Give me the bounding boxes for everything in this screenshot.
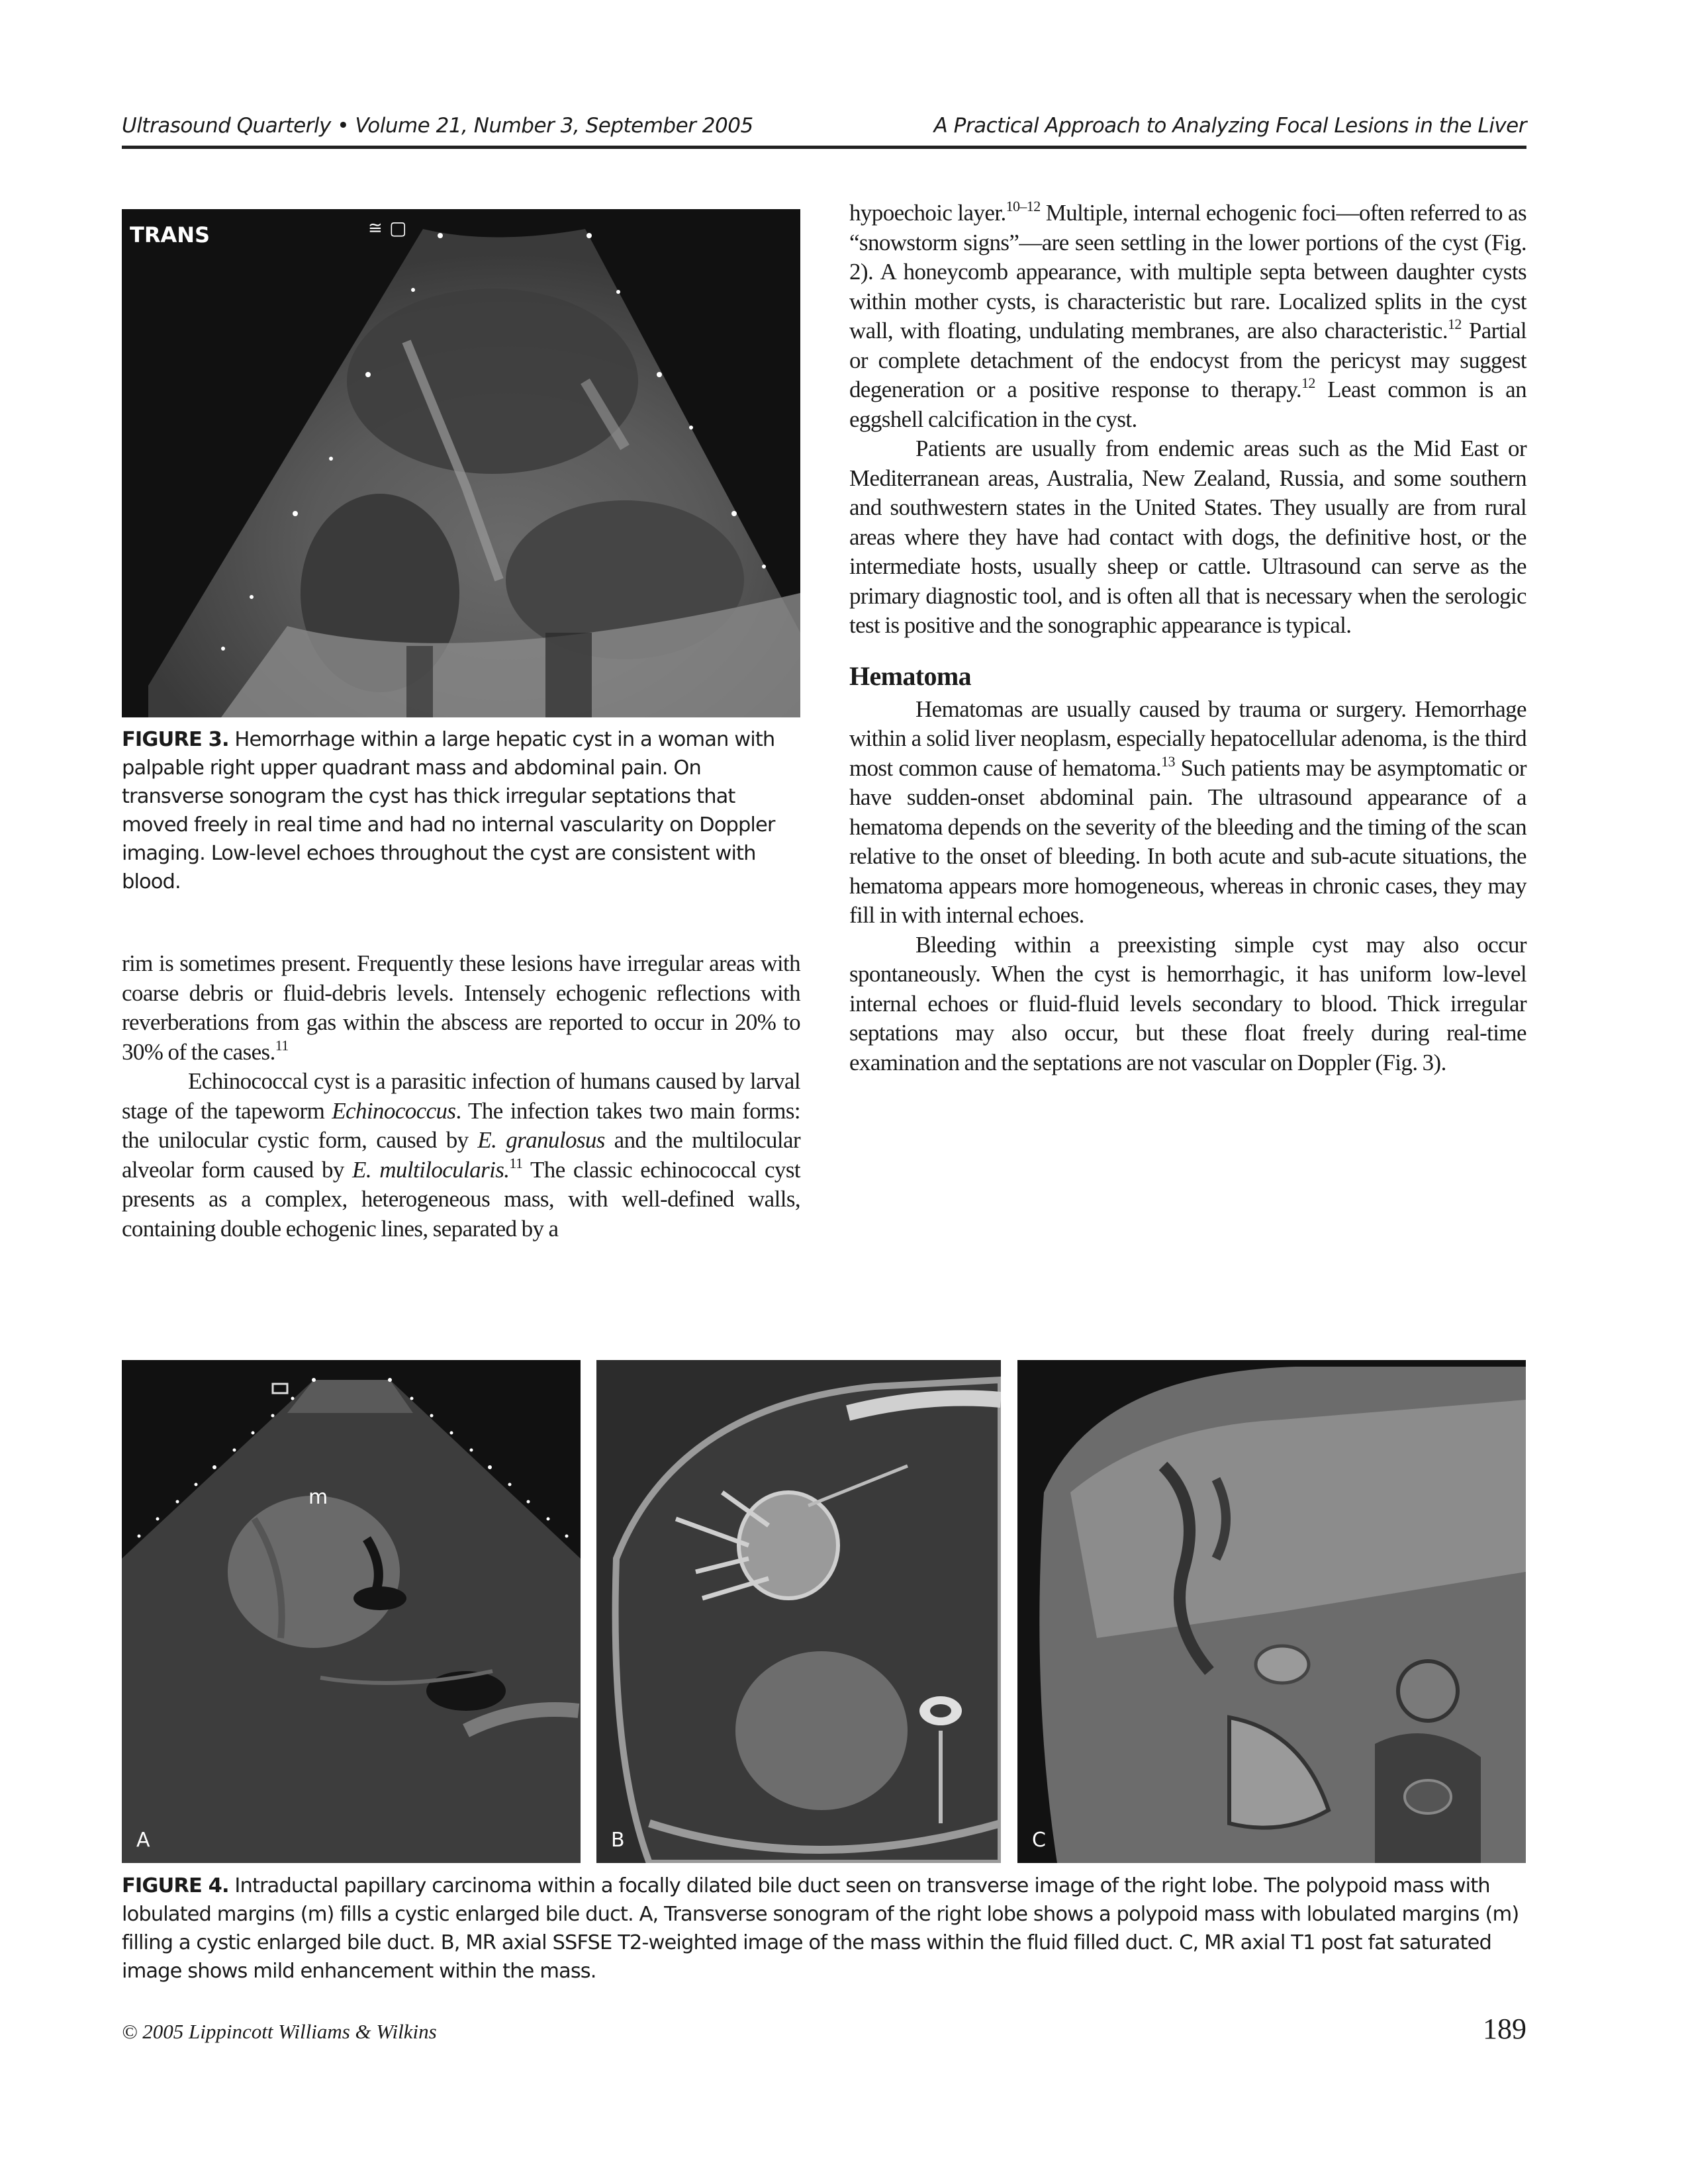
paragraph-text: The classic echinococcal cyst presents as a complex, heterogeneous mass, with well-defined walls, containing double echogenic lines, separated by a <box>122 1156 800 1242</box>
citation: 13 <box>1161 752 1175 770</box>
paragraph: Bleeding within a preexisting simple cyst may also occur spontaneously. When the cyst is hemorrhagic, it has uniform low-level internal echoes or fluid-fluid levels secondary to blood. Thick irregular septations may also occur, but these float freely during real-time examination and the septations are not vascular on Doppler (Fig. 3). <box>849 931 1526 1075</box>
paragraph-text: Multiple, internal echogenic foci—often referred to as “snowstorm signs”—are seen settling in the lower portions of the cyst (Fig. 2). A honeycomb appearance, with multiple septa between daughter cysts within mother cysts, is characteristic but rare. Localized splits in the cyst wall, with floating, undulating membranes, are also characteristic. <box>849 200 1526 343</box>
trans-label: TRANS <box>130 222 211 248</box>
paragraph-text: Echinococcal cyst is a parasitic infection of humans caused by larval stage of the tapeworm <box>122 1068 800 1124</box>
paragraph-text: Hematomas are usually caused by trauma or surgery. Hemorrhage within a solid liver neoplasm, especially hepatocellular adenoma, is the third most common cause of hematoma. <box>849 696 1526 781</box>
figure-4-panel-c-mr-t1 <box>1017 1360 1526 1863</box>
mr-axial-graphic <box>596 1360 1001 1863</box>
figure-4-caption <box>122 1872 1526 1985</box>
paragraph: Patients are usually from endemic areas such as the Mid East or Mediterranean areas, Australia, New Zealand, Russia, and some southern and southwestern states in the United States. They usually are from rural areas where they have had contact with dogs, the definitive host, or the intermediate hosts, usually sheep or cattle. Ultrasound can serve as the primary diagnostic tool, and is often all that is necessary when the serologic test is positive and the sonographic appearance is typical. <box>849 435 1526 638</box>
panel-label-b: B <box>611 1829 625 1852</box>
panel-label-a: A <box>136 1829 150 1852</box>
article-title: A Practical Approach to Analyzing Focal Lesions in the Liver <box>933 114 1526 138</box>
paragraph-text: and the multilocular alveolar form caused by <box>122 1127 800 1183</box>
ultrasound-sector-graphic <box>122 1360 581 1863</box>
citation: 12 <box>1301 375 1315 391</box>
paragraph <box>849 199 1526 434</box>
citation: 11 <box>509 1154 523 1171</box>
figure-3-ultrasound-image <box>122 209 800 717</box>
paragraph-text: hypoechoic layer. <box>849 200 1006 226</box>
figure-4-caption-text: Intraductal papillary carcinoma within a focally dilated bile duct seen on transverse image of the right lobe. The polypoid mass with lobulated margins (m) fills a cystic enlarged bile duct. A, Transverse sonogram of the right lobe shows a polypoid mass with lobulated margins (m) filling a cystic enlarged bile duct. B, MR axial SSFSE T2-weighted image of the mass within the fluid filled duct. C, MR axial T1 post fat saturated image shows mild enhancement within the mass. <box>122 1874 1519 1983</box>
paragraph <box>122 1067 800 1244</box>
paragraph <box>122 949 800 1067</box>
figure-3-caption-text: Hemorrhage within a large hepatic cyst in a woman with palpable right upper quadrant mass and abdominal pain. On transverse sonogram the cyst has thick irregular septations that moved freely in real time and had no internal vascularity on Doppler imaging. Low-level echoes throughout the cyst are consistent with blood. <box>122 728 775 893</box>
mass-label: m <box>308 1486 328 1509</box>
figure-3-caption <box>122 725 800 896</box>
panel-label-c: C <box>1032 1829 1046 1852</box>
figure-4-panel-a-ultrasound <box>122 1360 581 1863</box>
citation: 10–12 <box>1006 198 1041 214</box>
section-heading-hematoma: Hematoma <box>849 660 972 691</box>
left-column <box>122 949 800 1244</box>
running-header <box>122 114 1526 147</box>
paragraph-text: Such patients may be asymptomatic or have sudden-onset abdominal pain. The ultrasound appearance of a hematoma depends on the severity of the bleeding and the timing of the scan relative to the onset of bleeding. In both acute and sub-acute situations, the hematoma appears more homogeneous, whereas in chronic cases, they may fill in with internal echoes. <box>849 754 1526 928</box>
right-column <box>849 199 1526 1077</box>
ultrasound-sector-graphic <box>122 209 800 717</box>
journal-info: Ultrasound Quarterly • Volume 21, Number 3, September 2005 <box>122 114 753 138</box>
paragraph-text: Partial or complete detachment of the endocyst from the pericyst may suggest degeneration or a positive response to therapy. <box>849 318 1527 402</box>
citation: 11 <box>275 1036 289 1054</box>
mr-axial-graphic <box>1017 1360 1526 1863</box>
marker-square-icon: ▢ <box>389 217 407 239</box>
page-number: 189 <box>1483 2013 1526 2045</box>
paragraph <box>849 695 1526 931</box>
figure-4-panel-b-mr-t2 <box>596 1360 1001 1863</box>
paragraph-text: rim is sometimes present. Frequently these lesions have irregular areas with coarse debris or fluid-debris levels. Intensely echogenic reflections with reverberations from gas within the abscess are reported to occur in 20% to 30% of the cases. <box>122 950 800 1065</box>
species-name: E. multilocularis. <box>352 1156 510 1183</box>
header-rule <box>122 146 1526 149</box>
copyright-notice: © 2005 Lippincott Williams & Wilkins <box>122 2020 437 2043</box>
species-name: E. granulosus <box>477 1127 605 1153</box>
figure-3-number: FIGURE 3. <box>122 728 229 751</box>
paragraph-text: Least common is an eggshell calcification in the cyst. <box>849 377 1526 432</box>
paragraph-text: . The infection takes two main forms: the unilocular cystic form, caused by <box>122 1097 800 1153</box>
figure-4-number: FIGURE 4. <box>122 1874 229 1897</box>
species-name: Echinococcus <box>332 1097 456 1124</box>
citation: 12 <box>1448 316 1462 332</box>
probe-orientation-icon: ≅ <box>368 218 383 238</box>
